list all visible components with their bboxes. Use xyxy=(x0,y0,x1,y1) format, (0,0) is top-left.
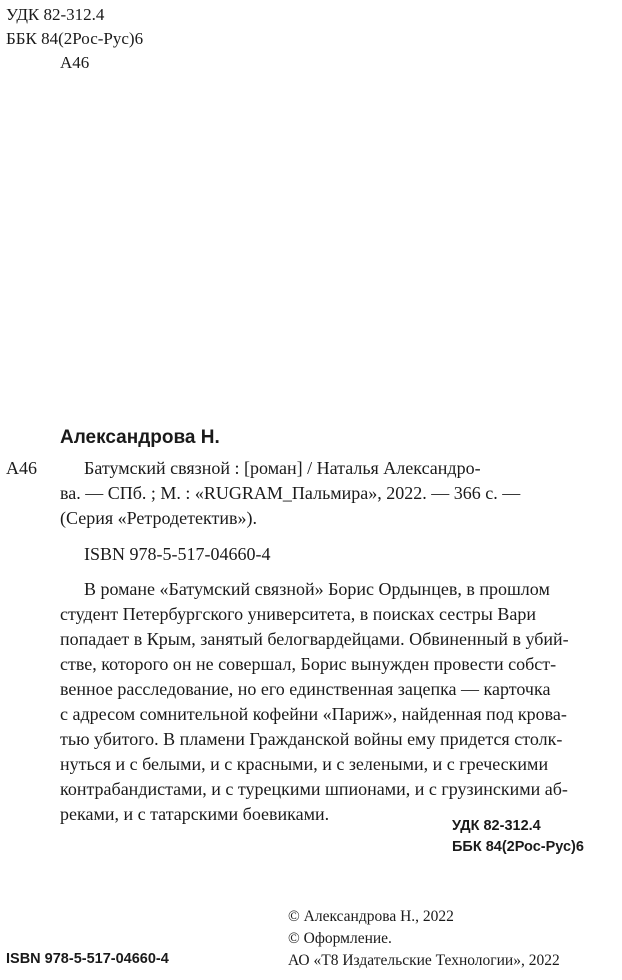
isbn-footer: ISBN 978-5-517-04660-4 xyxy=(6,951,169,967)
udk-code-bottom: УДК 82-312.4 xyxy=(452,818,541,834)
bibliographic-line-3: (Серия «Ретродетектив»). xyxy=(60,508,257,528)
author-mark-top: А46 xyxy=(60,53,90,72)
bbk-code: ББК 84(2Рос-Рус)6 xyxy=(6,29,144,48)
annotation-line-5: венное расследование, но его единственная зацепка — карточка xyxy=(60,679,551,699)
isbn-entry: ISBN 978-5-517-04660-4 xyxy=(84,544,271,564)
udk-code: УДК 82-312.4 xyxy=(6,5,105,24)
bbk-code-bottom: ББК 84(2Рос-Рус)6 xyxy=(452,839,584,855)
annotation-line-10: реками, и с татарскими боевиками. xyxy=(60,804,330,824)
bibliographic-line-1: Батумский связной : [роман] / Наталья Александро- xyxy=(84,458,481,478)
annotation-line-3: попадает в Крым, занятый белогвардейцами. Обвиненный в убий- xyxy=(60,629,569,649)
annotation-line-1: В романе «Батумский связной» Борис Ордынцев, в прошлом xyxy=(84,579,550,599)
copyright-publisher: АО «Т8 Издательские Технологии», 2022 xyxy=(288,952,560,969)
annotation-line-4: стве, которого он не совершал, Борис вынужден провести собст- xyxy=(60,654,557,674)
author-heading: Александрова Н. xyxy=(60,427,220,448)
copyright-author: © Александрова Н., 2022 xyxy=(288,908,454,925)
copyright-design: © Оформление. xyxy=(288,930,392,947)
annotation-line-2: студент Петербургского университета, в поисках сестры Вари xyxy=(60,604,536,624)
annotation-line-7: тью убитого. В пламени Гражданской войны ему придется столк- xyxy=(60,729,563,749)
author-mark-entry: А46 xyxy=(6,458,37,478)
annotation-line-6: с адресом сомнительной кофейни «Париж», найденная под крова- xyxy=(60,704,567,724)
annotation-line-9: контрабандистами, и с турецкими шпионами, и с грузинскими аб- xyxy=(60,779,568,799)
bibliographic-line-2: ва. — СПб. ; М. : «RUGRAM_Пальмира», 2022. — 366 с. — xyxy=(60,483,521,503)
annotation-line-8: нуться и с белыми, и с красными, и с зелеными, и с греческими xyxy=(60,754,549,774)
